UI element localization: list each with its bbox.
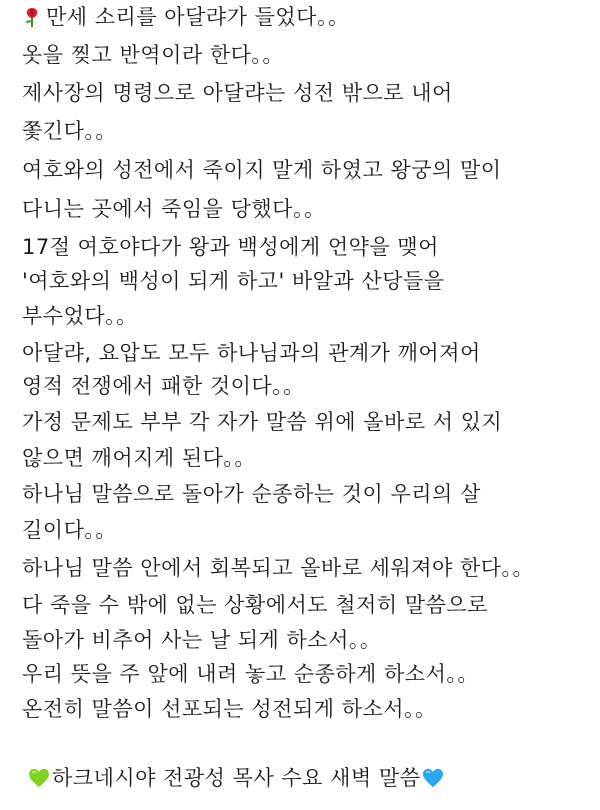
line-text: 부수었다。。 [22, 304, 138, 328]
text-line-6 [22, 194, 594, 224]
line-text: 만세 소리를 아달랴가 들었다。。 [46, 5, 350, 29]
line-text: 쫓긴다。。 [22, 119, 117, 143]
line-text: 다 죽을 수 밖에 없는 상황에서도 철저히 말씀으로 [22, 593, 488, 617]
text-line-13 [22, 443, 594, 473]
line-text: 우리 뜻을 주 앞에 내려 놓고 순종하게 하소서。。 [22, 662, 479, 686]
line-text: 온전히 말씀이 선포되는 성전되게 하소서。。 [22, 697, 437, 721]
text-line-4 [22, 116, 594, 146]
text-line-16 [22, 553, 594, 583]
line-text: 영적 전쟁에서 패한 것이다。。 [22, 374, 305, 398]
text-line-14 [22, 479, 594, 509]
signature-text: 하크네시야 전광성 목사 수요 새벽 말씀 [52, 766, 421, 790]
text-line-12 [22, 407, 594, 437]
line-text: 하나님 말씀 안에서 회복되고 올바로 세워져야 한다。。 [22, 556, 535, 580]
text-line-17 [22, 590, 594, 620]
text-line-8 [22, 266, 594, 296]
rose-icon [22, 6, 42, 28]
text-line-19 [22, 659, 594, 689]
text-line-7 [22, 232, 594, 262]
line-text: 아달랴, 요압도 모두 하나님과의 관계가 깨어져어 [22, 341, 481, 365]
green-heart-icon [28, 766, 50, 786]
text-line-10 [22, 338, 594, 368]
line-text: '여호와의 백성이 되게 하고' 바알과 산당들을 [22, 269, 445, 293]
text-line-3 [22, 78, 594, 108]
line-text: 하나님 말씀으로 돌아가 순종하는 것이 우리의 살 [22, 482, 481, 506]
line-text: 제사장의 명령으로 아달랴는 성전 밖으로 내어 [22, 81, 453, 105]
line-text: 여호와의 성전에서 죽이지 말게 하였고 왕궁의 말이 [22, 158, 502, 182]
line-text: 돌아가 비추어 사는 날 되게 하소서。。 [22, 628, 382, 652]
text-line-1 [22, 2, 594, 32]
line-text: 않으면 깨어지게 된다。。 [22, 446, 256, 470]
text-line-2 [22, 40, 594, 70]
line-text: 옷을 찢고 반역이라 한다。。 [22, 43, 284, 67]
text-line-15 [22, 515, 594, 545]
blue-heart-icon [422, 766, 444, 786]
text-line-9 [22, 301, 594, 331]
line-text: 길이다。。 [22, 518, 117, 542]
line-text: 다니는 곳에서 죽임을 당했다。。 [22, 197, 326, 221]
line-text: 가정 문제도 부부 각 자가 말씀 위에 올바로 서 있지 [22, 410, 503, 434]
text-line-20 [22, 694, 594, 724]
text-line-5 [22, 155, 594, 185]
text-line-11 [22, 371, 594, 401]
signature-line [26, 763, 594, 793]
text-line-18 [22, 625, 594, 655]
line-text: 17절 여호야다가 왕과 백성에게 언약을 맺어 [22, 235, 439, 259]
